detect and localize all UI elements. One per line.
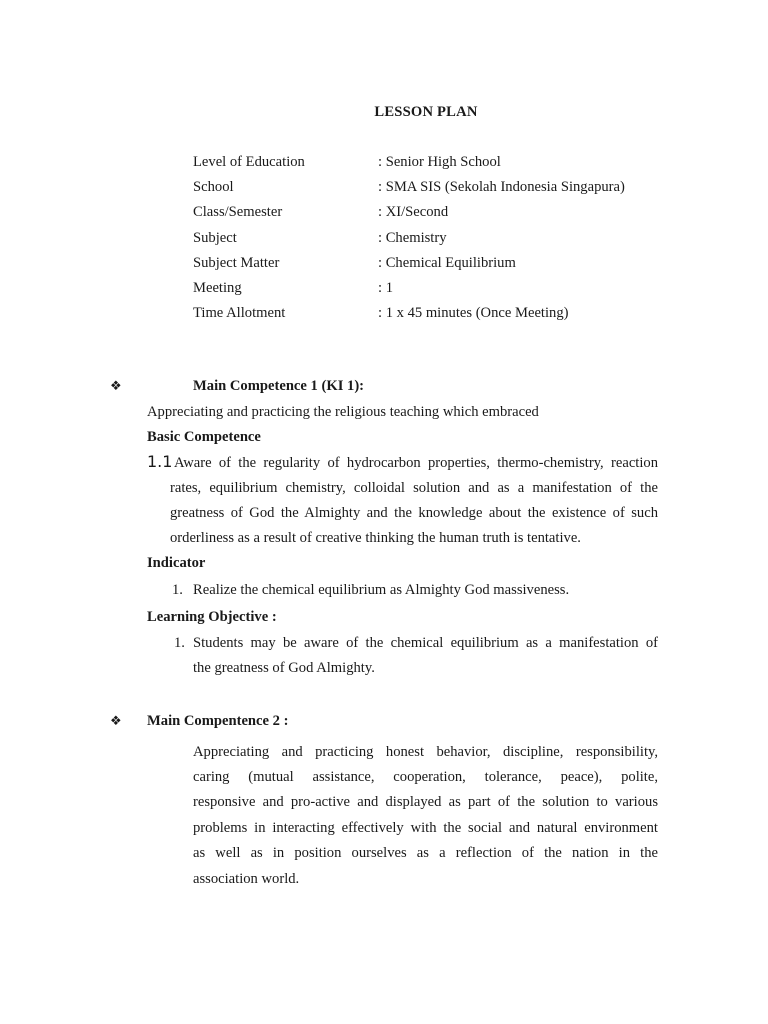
info-label: Subject Matter (193, 255, 280, 271)
diamond-bullet-icon: ❖ (110, 713, 122, 728)
mc2-line: caring (mutual assistance, cooperation, tolerance, peace), polite, (193, 769, 658, 785)
mc2-line: problems in interacting effectively with the social and natural environment (193, 820, 658, 836)
basic-competence-heading: Basic Competence (147, 429, 261, 445)
info-value: : Chemical Equilibrium (378, 255, 516, 271)
mc1-heading: Main Competence 1 (KI 1): (193, 378, 365, 394)
info-label: Time Allotment (193, 305, 286, 321)
objective-line: the greatness of God Almighty. (193, 660, 375, 676)
mc2-line: as well as in position ourselves as a reflection of the nation in the (193, 845, 658, 861)
info-label: School (193, 179, 234, 195)
mc1-text: Appreciating and practicing the religious teaching which embraced (147, 404, 539, 420)
info-value: : SMA SIS (Sekolah Indonesia Singapura) (378, 179, 625, 195)
bc-line: greatness of God the Almighty and the knowledge about the existence of such (170, 505, 658, 521)
bc-line: rates, equilibrium chemistry, colloidal solution and as a manifestation of the (170, 480, 658, 496)
objective-number: 1. (174, 635, 185, 651)
info-value: : 1 x 45 minutes (Once Meeting) (378, 305, 569, 321)
indicator-number: 1. (172, 582, 183, 598)
info-value: : 1 (378, 280, 393, 296)
mc2-heading: Main Compentence 2 : (147, 713, 289, 729)
info-label: Meeting (193, 280, 242, 296)
bc-line: orderliness as a result of creative thinking the human truth is tentative. (170, 530, 581, 546)
objective-heading: Learning Objective : (147, 609, 277, 625)
info-value: : Chemistry (378, 230, 447, 246)
info-value: : XI/Second (378, 204, 449, 220)
info-label: Subject (193, 230, 237, 246)
info-label: Level of Education (193, 154, 305, 170)
bc-line: Aware of the regularity of hydrocarbon properties, thermo-chemistry, reaction (174, 455, 658, 471)
page-title: LESSON PLAN (374, 104, 478, 120)
indicator-heading: Indicator (147, 555, 206, 571)
indicator-text: Realize the chemical equilibrium as Almighty God massiveness. (193, 582, 570, 598)
objective-line: Students may be aware of the chemical equilibrium as a manifestation of (193, 635, 658, 651)
mc2-line: Appreciating and practicing honest behavior, discipline, responsibility, (193, 744, 658, 760)
mc2-line: association world. (193, 871, 300, 887)
mc2-line: responsive and pro-active and displayed as part of the solution to various (193, 794, 658, 810)
info-label: Class/Semester (193, 204, 283, 220)
diamond-bullet-icon: ❖ (110, 378, 122, 393)
bc-number: 1.1 (147, 452, 173, 471)
info-value: : Senior High School (378, 154, 501, 170)
